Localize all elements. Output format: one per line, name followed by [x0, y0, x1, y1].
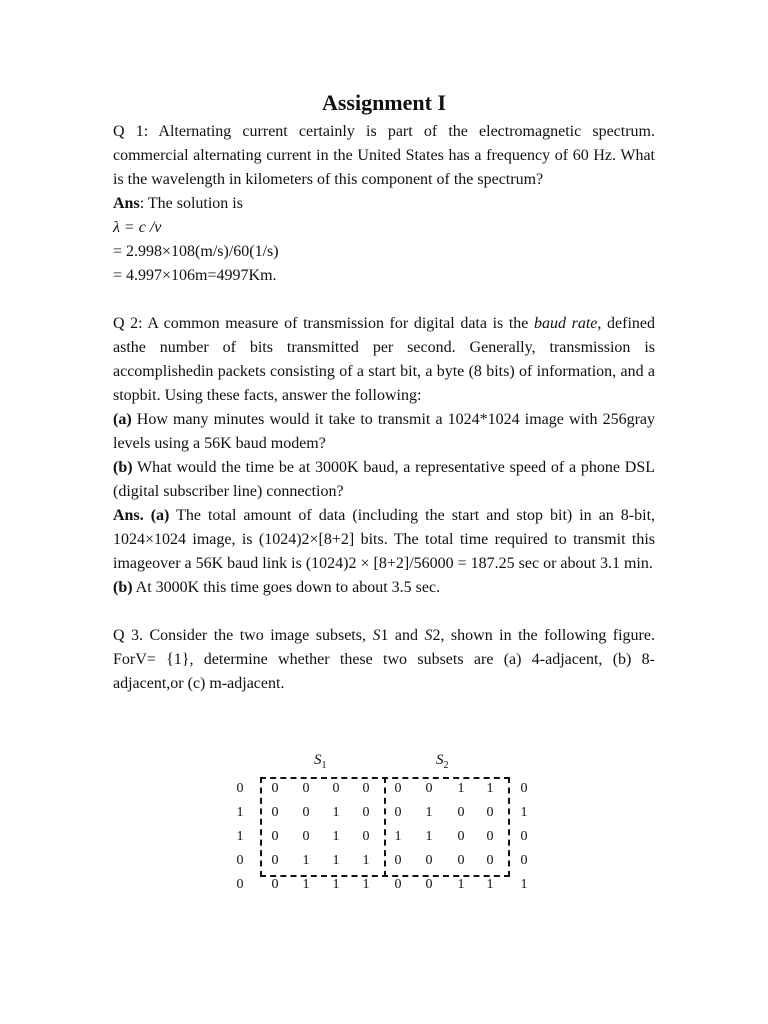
pixel-value: 0 [394, 877, 402, 892]
pixel-value: 0 [486, 805, 494, 820]
pixel-value: 1 [332, 829, 340, 844]
pixel-value: 1 [332, 853, 340, 868]
pixel-value: 1 [302, 853, 310, 868]
pixel-value: 0 [425, 853, 433, 868]
pixel-value: 0 [457, 829, 465, 844]
pixel-value: 1 [520, 805, 528, 820]
q3-text-1: Q 3. Consider the two image subsets, [113, 627, 373, 644]
pixel-value: 0 [394, 781, 402, 796]
pixel-value: 0 [362, 829, 370, 844]
pixel-value: 0 [302, 805, 310, 820]
q1-eq1 [113, 216, 655, 240]
q1-text: Q 1: Alternating current certainly is part of the electromagnetic spectrum. commercial alternating current in the United States has a frequency of 60 Hz. What is the wavelength in kilometers of this component of the spectrum? [113, 123, 655, 188]
pixel-value: 0 [520, 829, 528, 844]
pixel-value: 1 [332, 805, 340, 820]
document-page [113, 88, 655, 696]
q1-eq2: = 2.998×108(m/s)/60(1/s) [113, 243, 279, 260]
pixel-value: 0 [394, 853, 402, 868]
pixel-value: 1 [362, 877, 370, 892]
pixel-value: 0 [394, 805, 402, 820]
q2-text-after: , defined asthe number of bits transmitted per second. Generally, transmission is accomplishedin packets consisting of a start bit, a byte (8 bits) of information, and a stopbit. Using these facts, answer the following: [113, 315, 655, 404]
q3-text [113, 624, 655, 696]
pixel-value: 0 [486, 853, 494, 868]
q2-part-a [113, 408, 655, 456]
pixel-value: 0 [425, 781, 433, 796]
pixel-value: 0 [520, 781, 528, 796]
pixel-value: 1 [486, 781, 494, 796]
pixel-value: 0 [457, 805, 465, 820]
pixel-value: 0 [236, 853, 244, 868]
pixel-value: 1 [520, 877, 528, 892]
q1-eq1-text: λ = c /v [113, 219, 162, 236]
q2-ans-label: Ans [113, 507, 140, 524]
pixel-value: 1 [394, 829, 402, 844]
q2-ans-b-text: At 3000K this time goes down to about 3.5 sec. [132, 579, 441, 596]
q3-s2n: 2 [432, 627, 441, 644]
pixel-value: 0 [486, 829, 494, 844]
pixel-value: 0 [271, 853, 279, 868]
q1-answer [113, 192, 655, 216]
pixel-value: 1 [457, 781, 465, 796]
pixel-value: 1 [332, 877, 340, 892]
pixel-value: 0 [271, 781, 279, 796]
pixel-value: 1 [236, 805, 244, 820]
q2-ans-b-label: (b) [113, 579, 133, 596]
pixel-value: 1 [302, 877, 310, 892]
image-subsets-figure [230, 752, 540, 902]
q2-text-before: Q 2: A common measure of transmission for digital data is the [113, 315, 535, 332]
pixel-value: 0 [302, 829, 310, 844]
q2-answer-a [113, 504, 655, 576]
pixel-value: 0 [236, 781, 244, 796]
pixel-value: 0 [425, 877, 433, 892]
q2-b-text: What would the time be at 3000K baud, a representative speed of a phone DSL (digital subscriber line) connection? [113, 459, 655, 500]
pixel-value: 0 [362, 781, 370, 796]
figure-label-s1: $S_1$ [314, 752, 327, 771]
q3-s1n: 1 [380, 627, 389, 644]
q2-part-b [113, 456, 655, 504]
q2-b-label: (b) [113, 459, 133, 476]
pixel-value: 1 [457, 877, 465, 892]
q3-text-3: , shown in the following figure. ForV= {1}, determine whether these two subsets are (a) 4-adjacent, (b) 8-adjacent,or (c) m-adjacent. [113, 627, 655, 692]
q1-ans-text: : The solution is [139, 195, 243, 212]
q2-a-text: How many minutes would it take to transmit a 1024*1024 image with 256gray levels using a 56K baud modem? [113, 411, 655, 452]
q1-ans-label: Ans [113, 195, 140, 212]
q2-ans-a-label: . (a) [139, 507, 170, 524]
subset-divider [384, 777, 386, 877]
q2-ans-a-text: The total amount of data (including the start and stop bit) in an 8-bit, 1024×1024 image, is (1024)2×[8+2] bits. The total time required to transmit this imageover a 56K baud link is (1024)2 × [8+2]/56000 = 187.25 sec or about 3.1 min. [113, 507, 656, 572]
pixel-value: 1 [425, 829, 433, 844]
pixel-value: 0 [457, 853, 465, 868]
q2-baud-rate: baud rate [534, 315, 598, 332]
pixel-value: 0 [271, 805, 279, 820]
pixel-value: 0 [236, 877, 244, 892]
q3-s1: S [372, 627, 381, 644]
pixel-value: 0 [271, 877, 279, 892]
pixel-value: 1 [362, 853, 370, 868]
q2-a-label: (a) [113, 411, 132, 428]
pixel-value: 0 [520, 853, 528, 868]
page-title: Assignment I [321, 90, 447, 115]
pixel-value: 0 [362, 805, 370, 820]
q3-s2: S [424, 627, 433, 644]
pixel-value: 1 [486, 877, 494, 892]
pixel-value: 1 [236, 829, 244, 844]
q3-text-2: and [388, 627, 425, 644]
pixel-value: 0 [271, 829, 279, 844]
q1-eq3: = 4.997×106m=4997Km. [113, 267, 277, 284]
pixel-value: 1 [425, 805, 433, 820]
q2-answer-b [113, 576, 655, 600]
pixel-value: 0 [302, 781, 310, 796]
pixel-value: 0 [332, 781, 340, 796]
q2-text [113, 312, 655, 408]
figure-label-s2: $S_2$ [436, 752, 449, 771]
